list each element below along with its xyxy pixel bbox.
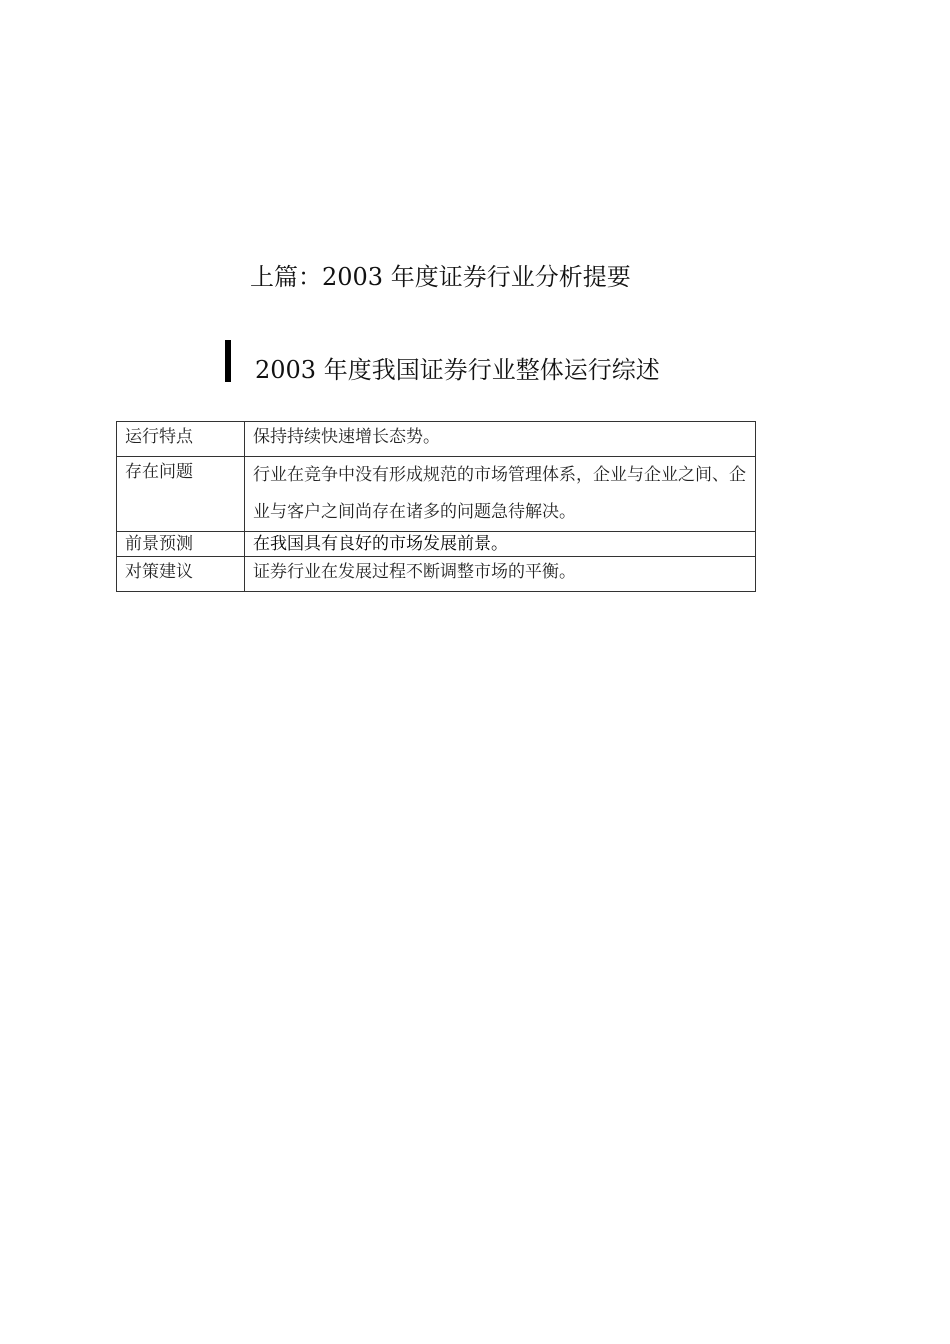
table-row (117, 457, 756, 532)
section-title: 2003 年度我国证券行业整体运行综述 (255, 356, 660, 384)
section-marker-bar (225, 340, 231, 382)
table-row (117, 532, 756, 557)
table-row (117, 422, 756, 457)
row-label: 对策建议 (117, 557, 245, 592)
row-value: 行业在竞争中没有形成规范的市场管理体系，企业与企业之间、企业与客户之间尚存在诸多的问题急待解决。 (245, 457, 756, 532)
summary-table (116, 421, 756, 592)
row-value: 在我国具有良好的市场发展前景。 (245, 532, 756, 557)
page-title: 上篇：2003 年度证券行业分析提要 (250, 263, 631, 291)
row-value: 证券行业在发展过程不断调整市场的平衡。 (245, 557, 756, 592)
row-label: 前景预测 (117, 532, 245, 557)
row-value: 保持持续快速增长态势。 (245, 422, 756, 457)
table-row (117, 557, 756, 592)
row-label: 运行特点 (117, 422, 245, 457)
row-label: 存在问题 (117, 457, 245, 532)
